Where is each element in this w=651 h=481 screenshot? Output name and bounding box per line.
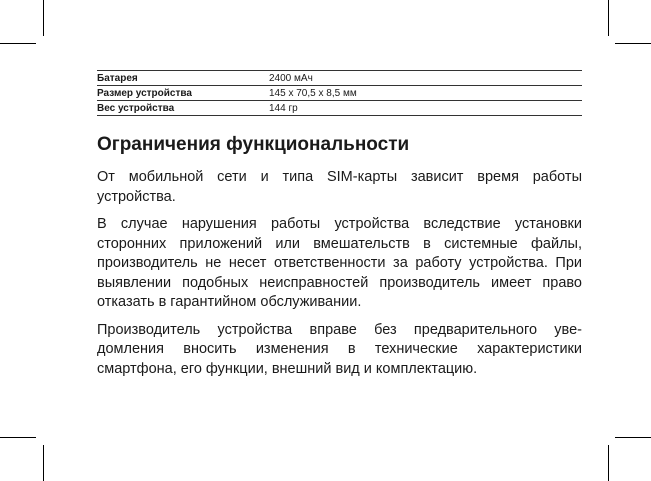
paragraph: В случае нарушения работы устройства вследствие установки сторонних приложений или вмешательств в системные файлы, производитель не несет ответственности за работу устройства. При выявлении подобных неисправностей производитель имеет право отказать в гарантийном обслуживании. bbox=[97, 216, 582, 310]
spec-value: 144 гр bbox=[269, 101, 582, 116]
section-body bbox=[97, 168, 582, 387]
spec-label: Вес устройства bbox=[97, 101, 269, 116]
crop-mark bbox=[43, 0, 44, 36]
spec-label: Размер устройства bbox=[97, 86, 269, 101]
crop-mark bbox=[615, 43, 651, 44]
spec-value: 145 х 70,5 х 8,5 мм bbox=[269, 86, 582, 101]
spec-value: 2400 мАч bbox=[269, 71, 582, 86]
spec-row-weight bbox=[97, 101, 582, 116]
section-title: Ограничения функциональности bbox=[97, 134, 410, 155]
crop-mark bbox=[608, 0, 609, 36]
spec-row-size bbox=[97, 86, 582, 101]
paragraph: Производитель устройства вправе без предварительного уве-домления вносить изменения в технические характеристики смартфона, его функции, внешний вид и комплектацию. bbox=[97, 321, 582, 377]
crop-mark bbox=[43, 445, 44, 481]
spec-table bbox=[97, 70, 582, 116]
paragraph: От мобильной сети и типа SIM-карты зависит время работы устройства. bbox=[97, 169, 582, 205]
crop-mark bbox=[615, 437, 651, 438]
spec-row-battery bbox=[97, 71, 582, 86]
crop-mark bbox=[0, 43, 36, 44]
crop-mark bbox=[608, 445, 609, 481]
spec-label: Батарея bbox=[97, 71, 269, 86]
crop-mark bbox=[0, 437, 36, 438]
